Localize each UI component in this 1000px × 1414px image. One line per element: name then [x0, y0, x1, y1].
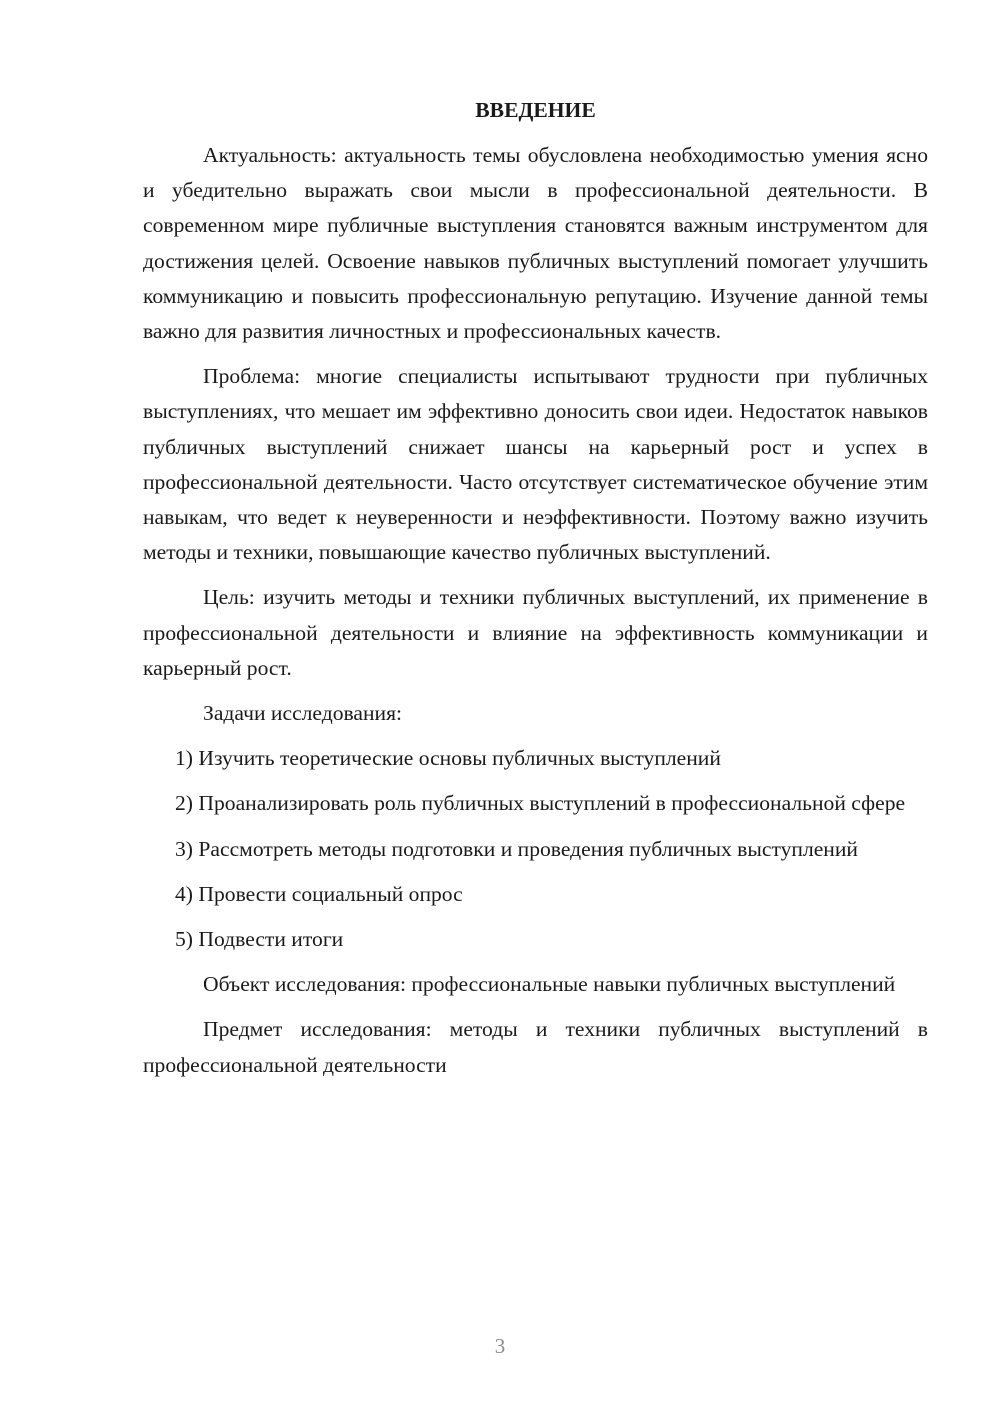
tasks-title: Задачи исследования:	[203, 701, 403, 726]
relevance-paragraph: Актуальность: актуальность темы обусловлена необходимостью умения ясно и убедительно выражать свои мысли в профессиональной деятельности. В современном мире публичные выступления становятся важным инструментом для достижения целей. Освоение навыков публичных выступлений помогает улучшить коммуникацию и повысить профессиональную репутацию. Изучение данной темы важно для развития личностных и профессиональных качеств.	[143, 143, 928, 344]
task-item-3: 3) Рассмотреть методы подготовки и проведения публичных выступлений	[175, 836, 858, 861]
problem-paragraph: Проблема: многие специалисты испытывают трудности при публичных выступлениях, что мешает им эффективно доносить свои идеи. Недостаток навыков публичных выступлений снижает шансы на карьерный рост и успех в профессиональной деятельности. Часто отсутствует систематическое обучение этим навыкам, что ведет к неуверенности и неэффективности. Поэтому важно изучить методы и техники, повышающие качество публичных выступлений.	[143, 364, 928, 565]
page-number: 3	[494, 1334, 506, 1358]
object-paragraph: Объект исследования: профессиональные навыки публичных выступлений	[203, 972, 896, 997]
subject-paragraph: Предмет исследования: методы и техники публичных выступлений в профессиональной деятельности	[143, 1017, 928, 1077]
task-item-4: 4) Провести социальный опрос	[175, 881, 463, 906]
task-item-5: 5) Подвести итоги	[175, 927, 344, 952]
section-heading: ВВЕДЕНИЕ	[475, 98, 596, 122]
document-body	[143, 92, 928, 1093]
task-item-2: 2) Проанализировать роль публичных выступлений в профессиональной сфере	[175, 791, 906, 816]
goal-paragraph: Цель: изучить методы и техники публичных выступлений, их применение в профессиональной деятельности и влияние на эффективность коммуникации и карьерный рост.	[143, 585, 928, 680]
task-item-1: 1) Изучить теоретические основы публичных выступлений	[175, 746, 721, 771]
